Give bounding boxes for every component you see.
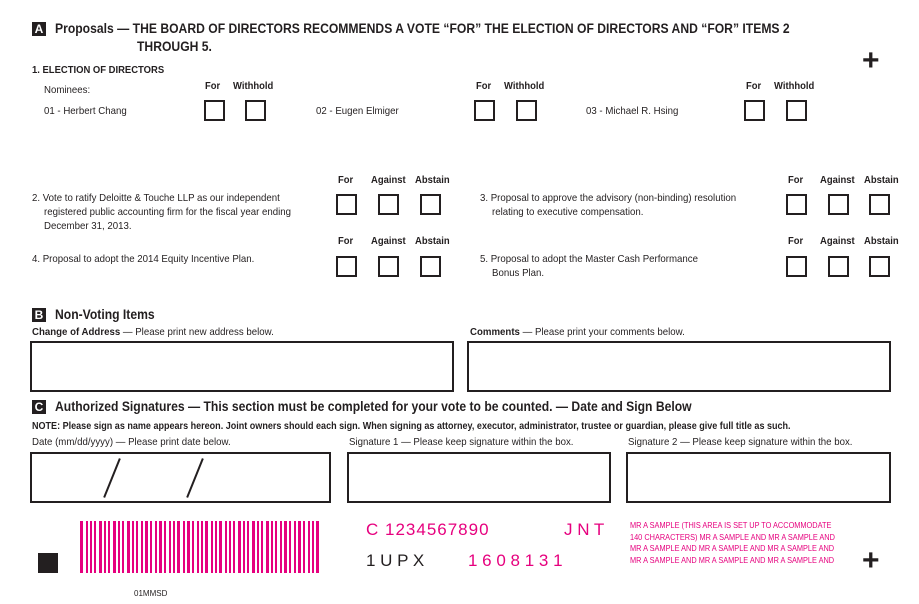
barcode-bar <box>108 521 110 573</box>
sample-address-block <box>630 520 835 566</box>
form-code: 01MMSD <box>134 589 168 598</box>
barcode-bar <box>252 521 255 573</box>
nominee-1-for-checkbox[interactable] <box>204 100 225 121</box>
signature-1-label: Signature 1 — Please keep signature within the box. <box>349 436 574 448</box>
election-heading: 1. ELECTION OF DIRECTORS <box>32 64 165 76</box>
barcode-bar <box>238 521 241 573</box>
section-a-title-line2: THROUGH 5. <box>137 39 212 54</box>
sample-address-line: MR A SAMPLE (THIS AREA IS SET UP TO ACCOMMODATE <box>630 521 832 530</box>
barcode-bar <box>233 521 235 573</box>
proposal-5-for-checkbox[interactable] <box>786 256 807 277</box>
barcode-bar <box>312 521 314 573</box>
barcode-bar <box>298 521 301 573</box>
proposal-5-abstain-checkbox[interactable] <box>869 256 890 277</box>
nominee-1-name: 01 - Herbert Chang <box>44 105 127 117</box>
barcode-bar <box>197 521 199 573</box>
barcode-bar <box>118 521 120 573</box>
barcode-bar <box>90 521 92 573</box>
barcode-bar <box>192 521 194 573</box>
barcode <box>80 521 334 573</box>
barcode-bar <box>294 521 296 573</box>
proposal-4-for-checkbox[interactable] <box>336 256 357 277</box>
signature-1-field[interactable] <box>347 452 611 503</box>
proposal-3-for-checkbox[interactable] <box>786 194 807 215</box>
nominee-1-for-header: For <box>205 80 221 92</box>
barcode-bar <box>86 521 88 573</box>
registration-plus-top: + <box>862 44 880 77</box>
barcode-bar <box>271 521 273 573</box>
barcode-bar <box>215 521 217 573</box>
proposal-3-against-checkbox[interactable] <box>828 194 849 215</box>
signature-2-field[interactable] <box>626 452 891 503</box>
barcode-bar <box>136 521 138 573</box>
barcode-bar <box>219 521 222 573</box>
proposal-3-abstain-checkbox[interactable] <box>869 194 890 215</box>
proposal-4-against-header: Against <box>371 235 406 247</box>
nominee-3-withhold-header: Withhold <box>774 80 815 92</box>
proposal-2-against-checkbox[interactable] <box>378 194 399 215</box>
sample-address-line: 140 CHARACTERS) MR A SAMPLE AND MR A SAMPLE AND <box>630 532 835 542</box>
barcode-bar <box>257 521 259 573</box>
nominee-3-name: 03 - Michael R. Hsing <box>586 105 679 117</box>
barcode-bar <box>99 521 102 573</box>
barcode-bar <box>211 521 213 573</box>
barcode-bar <box>150 521 152 573</box>
signature-note: NOTE: Please sign as name appears hereon. Joint owners should each sign. When signing as attorney, executor, administrator, trustee or guardian, please give full title as such. <box>32 420 791 432</box>
proposal-5-against-checkbox[interactable] <box>828 256 849 277</box>
control-code: C 1234567890 <box>366 520 490 539</box>
barcode-bar <box>261 521 263 573</box>
section-c-title: Authorized Signatures — This section must be completed for your vote to be counted. — Date and Sign Below <box>55 399 692 414</box>
proposal-4-for-header: For <box>338 235 354 247</box>
barcode-bar <box>187 521 190 573</box>
proposal-5-text-line2: Bonus Plan. <box>492 267 545 279</box>
proposal-4-abstain-checkbox[interactable] <box>420 256 441 277</box>
nominee-2-withhold-header: Withhold <box>504 80 545 92</box>
sample-address-line: MR A SAMPLE AND MR A SAMPLE AND MR A SAMPLE AND <box>630 544 835 553</box>
barcode-bar <box>164 521 166 573</box>
date-field[interactable] <box>30 452 331 503</box>
barcode-bar <box>173 521 175 573</box>
section-b-badge: B <box>32 308 46 322</box>
proposal-2-abstain-header: Abstain <box>415 174 450 186</box>
proposal-5-text-line1: 5. Proposal to adopt the Master Cash Performance <box>480 253 699 265</box>
barcode-bar <box>169 521 171 573</box>
barcode-bar <box>229 521 231 573</box>
nominees-label: Nominees: <box>44 84 91 96</box>
proposal-2-text-line1: 2. Vote to ratify Deloitte & Touche LLP as our independent <box>32 192 280 204</box>
comments-field[interactable] <box>467 341 891 392</box>
barcode-bar <box>275 521 277 573</box>
barcode-bar <box>225 521 227 573</box>
sample-address-line: MR A SAMPLE AND MR A SAMPLE AND MR A SAMPLE AND <box>630 555 835 565</box>
change-of-address-field[interactable] <box>30 341 454 392</box>
barcode-bar <box>266 521 269 573</box>
nominee-2-for-checkbox[interactable] <box>474 100 495 121</box>
proposal-2-against-header: Against <box>371 174 406 186</box>
proposal-2-for-checkbox[interactable] <box>336 194 357 215</box>
nominee-2-name: 02 - Eugen Elmiger <box>316 105 399 117</box>
barcode-bar <box>155 521 157 573</box>
proposal-3-against-header: Against <box>820 174 855 186</box>
proposal-5-for-header: For <box>788 235 804 247</box>
proposal-4-against-checkbox[interactable] <box>378 256 399 277</box>
jnt-code: J N T <box>564 520 605 539</box>
section-a-title-line1: Proposals — THE BOARD OF DIRECTORS RECOMMENDS A VOTE “FOR” THE ELECTION OF DIRECTORS AND “FOR” ITEMS 2 <box>55 21 790 36</box>
nominee-3-for-checkbox[interactable] <box>744 100 765 121</box>
barcode-bar <box>94 521 96 573</box>
date-label: Date (mm/dd/yyyy) — Please print date below. <box>32 436 231 448</box>
proposal-5-against-header: Against <box>820 235 855 247</box>
barcode-bar <box>104 521 106 573</box>
registration-square <box>38 553 58 573</box>
barcode-bar <box>132 521 134 573</box>
section-c-badge: C <box>32 400 46 414</box>
nominee-1-withhold-header: Withhold <box>233 80 274 92</box>
barcode-bar <box>141 521 143 573</box>
barcode-bar <box>122 521 124 573</box>
barcode-bar <box>303 521 305 573</box>
barcode-bar <box>201 521 203 573</box>
change-of-address-label: Change of Address — Please print new address below. <box>32 326 274 338</box>
proposal-3-abstain-header: Abstain <box>864 174 899 186</box>
proposal-2-text-line2: registered public accounting firm for the fiscal year ending <box>44 206 292 218</box>
barcode-bar <box>177 521 180 573</box>
barcode-bar <box>280 521 282 573</box>
comments-label: Comments — Please print your comments below. <box>470 326 685 338</box>
nominee-2-withhold-checkbox[interactable] <box>516 100 537 121</box>
sequence-number: 1 6 0 8 1 3 1 <box>468 551 563 570</box>
proposal-2-text-line3: December 31, 2013. <box>44 220 132 232</box>
barcode-bar <box>284 521 287 573</box>
proposal-4-text-line1: 4. Proposal to adopt the 2014 Equity Incentive Plan. <box>32 253 255 265</box>
barcode-bar <box>316 521 319 573</box>
barcode-bar <box>205 521 208 573</box>
proposal-2-for-header: For <box>338 174 354 186</box>
signature-2-label: Signature 2 — Please keep signature within the box. <box>628 436 853 448</box>
upx-code: 1 U P X <box>366 551 425 570</box>
barcode-bar <box>243 521 245 573</box>
registration-plus-bottom: + <box>862 544 880 577</box>
proposal-3-text-line1: 3. Proposal to approve the advisory (non-binding) resolution <box>480 192 737 204</box>
barcode-bar <box>145 521 148 573</box>
barcode-bar <box>289 521 291 573</box>
nominee-3-withhold-checkbox[interactable] <box>786 100 807 121</box>
barcode-bar <box>80 521 83 573</box>
nominee-2-for-header: For <box>476 80 492 92</box>
section-b-title: Non-Voting Items <box>55 307 155 322</box>
barcode-bar <box>308 521 310 573</box>
section-a-badge: A <box>32 22 46 36</box>
proposal-3-text-line2: relating to executive compensation. <box>492 206 644 218</box>
proposal-2-abstain-checkbox[interactable] <box>420 194 441 215</box>
proposal-5-abstain-header: Abstain <box>864 235 899 247</box>
barcode-bar <box>159 521 162 573</box>
proposal-3-for-header: For <box>788 174 804 186</box>
barcode-bar <box>127 521 130 573</box>
proposal-4-abstain-header: Abstain <box>415 235 450 247</box>
barcode-bar <box>183 521 185 573</box>
nominee-3-for-header: For <box>746 80 762 92</box>
barcode-bar <box>113 521 116 573</box>
barcode-bar <box>247 521 249 573</box>
nominee-1-withhold-checkbox[interactable] <box>245 100 266 121</box>
